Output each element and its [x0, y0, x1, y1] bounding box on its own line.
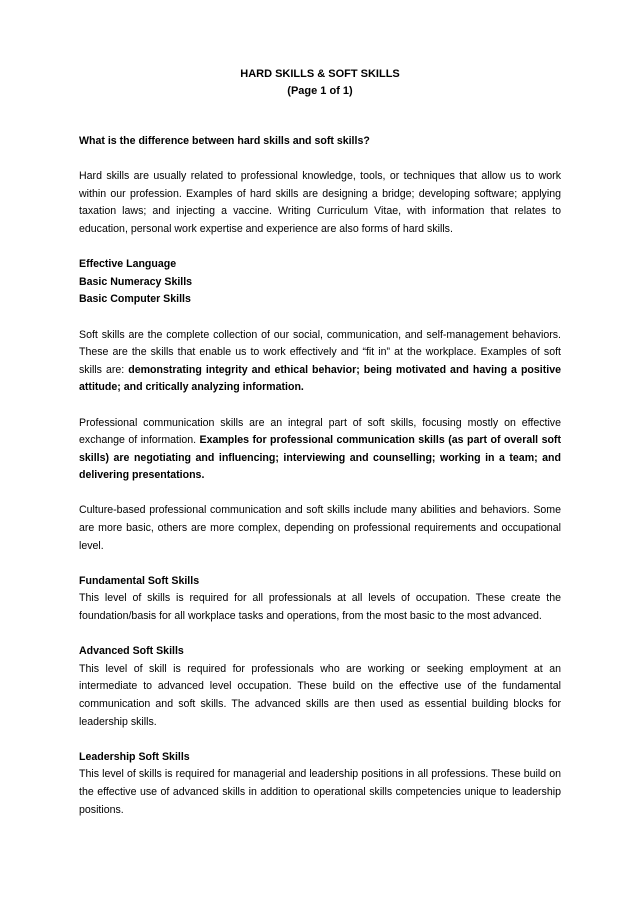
soft-skills-paragraph	[79, 327, 561, 397]
prof-comm-examples: Examples for professional communication skills (as part of overall soft skills) are negotiating and influencing; interviewing and counselling; working in a team; and delivering presentations.	[79, 434, 561, 482]
section-body-leadership: This level of skills is required for managerial and leadership positions in all professions. These build on the effective use of advanced skills in addition to operational skills competencies unique to leadership positions.	[79, 768, 561, 816]
section-heading-leadership: Leadership Soft Skills	[79, 750, 190, 763]
list-item: Basic Numeracy Skills	[79, 275, 193, 288]
title-block	[79, 66, 561, 100]
list-item: Effective Language	[79, 258, 177, 271]
professional-communication-paragraph	[79, 415, 561, 485]
culture-paragraph: Culture-based professional communication and soft skills include many abilities and behaviors. Some are more basic, others are more complex, depending on professional requirements and occupational level.	[79, 504, 561, 552]
document-title: HARD SKILLS & SOFT SKILLS	[240, 68, 400, 80]
soft-skills-text: Soft skills are the complete collection of our social, communication, and self-management behaviors. These are the skills that enable us to work effectively and “fit in” at the workplace. Examples of soft skills are:	[79, 328, 561, 376]
section-heading-fundamental: Fundamental Soft Skills	[79, 574, 200, 587]
section-body-advanced: This level of skill is required for professionals who are working or seeking employment at an intermediate to advanced level occupation. These build on the effective use of the fundamental communication and soft skills. The advanced skills are then used as essential building blocks for leadership skills.	[79, 662, 561, 728]
section-heading-advanced: Advanced Soft Skills	[79, 645, 184, 658]
hard-skills-list	[79, 256, 561, 309]
list-item: Basic Computer Skills	[79, 293, 191, 306]
document-page	[79, 66, 561, 819]
prof-comm-text: Professional communication skills are an integral part of soft skills, focusing mostly on effective exchange of information.	[79, 416, 561, 447]
soft-skills-examples: demonstrating integrity and ethical behavior; being motivated and having a positive attitude; and critically analyzing information.	[79, 363, 561, 394]
section-body-fundamental: This level of skills is required for all professionals at all levels of occupation. These create the foundation/basis for all workplace tasks and operations, from the most basic to the most advanced.	[79, 592, 561, 623]
question-heading: What is the difference between hard skills and soft skills?	[79, 135, 370, 147]
hard-skills-paragraph: Hard skills are usually related to professional knowledge, tools, or techniques that allow us to work within our profession. Examples of hard skills are designing a bridge; developing software; applying taxation laws; and injecting a vaccine. Writing Curriculum Vitae, with information that relates to education, personal work expertise and experience are also forms of hard skills.	[79, 170, 561, 235]
page-label: (Page 1 of 1)	[287, 85, 353, 97]
